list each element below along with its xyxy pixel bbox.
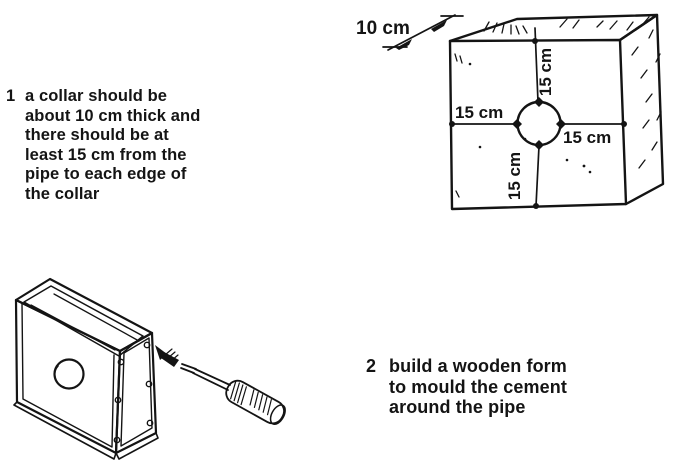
- form-hole-inner-arc: [55, 366, 64, 387]
- step-2-line: around the pipe: [389, 397, 526, 417]
- clearance-label-bottom: 15 cm: [505, 151, 524, 201]
- form-rim-outer: [16, 279, 152, 351]
- step-1-line: the collar: [25, 184, 100, 203]
- step-1-line: pipe to each edge of: [25, 165, 187, 183]
- screwdriver: [181, 364, 289, 428]
- clearance-label-left: 15 cm: [455, 103, 504, 122]
- step-1-number: 1: [6, 87, 16, 105]
- step-2-number: 2: [366, 356, 377, 376]
- step-1-line: about 10 cm thick and: [25, 106, 201, 125]
- clearance-label-right: 15 cm: [563, 128, 612, 147]
- screw: [155, 345, 179, 367]
- collar-right-face: [620, 15, 663, 204]
- step-2-text: [389, 356, 567, 418]
- screwdriver-shaft: [193, 369, 230, 390]
- screwdriver-handle: [222, 377, 287, 427]
- form-end-panel-border: [121, 338, 152, 446]
- step-1: [6, 87, 200, 204]
- step-1-line: least 15 cm from the: [25, 145, 187, 164]
- step-1-line: there should be at: [25, 126, 169, 144]
- form-front-face: [16, 300, 120, 453]
- screwdriver-blade: [181, 364, 196, 373]
- step-1-text: [25, 87, 200, 204]
- step-1-line: a collar should be: [25, 87, 168, 105]
- step-2-line: to mould the cement: [389, 376, 567, 397]
- form-interior-lines: [31, 294, 139, 350]
- wooden-form-illustration: [14, 279, 158, 459]
- step-2: [366, 356, 567, 418]
- clearance-label-top: 15 cm: [536, 47, 555, 97]
- step-2-line: build a wooden form: [389, 356, 567, 376]
- collar-dimension-lines: [383, 15, 624, 206]
- thickness-label: 10 cm: [356, 18, 410, 39]
